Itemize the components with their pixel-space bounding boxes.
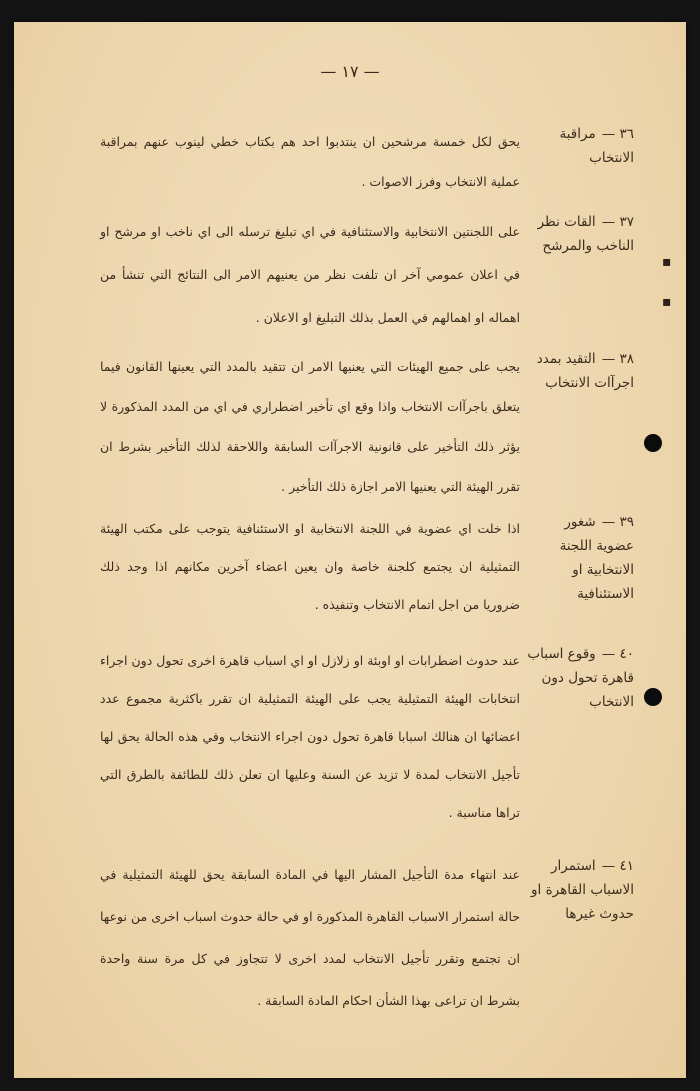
article-number: ٤٠ — (601, 646, 634, 662)
article-title: شغور عضوية اللجنة الانتخابية او الاستئنافية (559, 514, 634, 602)
article-label (526, 854, 634, 926)
article-title: مراقبة الانتخاب (559, 126, 634, 166)
article-number: ٣٧ — (601, 214, 634, 230)
article-label (526, 122, 634, 170)
article-text: يحق لكل خمسة مرشحين ان ينتدبوا احد هم بكتاب خطي لينوب عنهم بمراقبة عملية الانتخاب وفرز الاصوات . (100, 134, 520, 189)
article-title: التقيد بمدد اجرآات الانتخاب (536, 351, 634, 391)
page-number: — ١٧ — (320, 62, 380, 81)
article-text: عند حدوث اضطرابات او اوبئة او زلازل او اي اسباب قاهرة اخرى تحول دون اجراء انتخابات الهيئة التمثيلية يجب على الهيئة التمثيلية ان تقرر باكثرية مجموع عدد اعضائها ان هنالك اسبابا قاهرة تحول دون اجراء الانتخاب وفي هذه الحالة يحق لها تأجيل الانتخاب لمدة لا تزيد عن السنة وعليها ان تعلن ذلك للطائفة بالطرق التي تراها مناسبة . (100, 653, 520, 820)
punch-hole (644, 688, 662, 706)
article-title: القات نظر الناخب والمرشح (537, 214, 634, 254)
article-number: ٣٨ — (601, 351, 634, 367)
article-title: وقوع اسباب قاهرة تحول دون الانتخاب (527, 646, 634, 710)
article-text: على اللجنتين الانتخابية والاستئنافية في اي تبليغ ترسله الى اي ناخب او مرشح او في اعلان عمومي آخر ان تلفت نظر من يعنيهم الامر الى النتائج التي تنشأ من اهماله او اهمالهم في العمل بذلك التبليغ او الاعلان . (100, 224, 520, 325)
article-text: عند انتهاء مدة التأجيل المشار اليها في المادة السابقة يحق للهيئة التمثيلية في حالة استمرار الاسباب القاهرة المذكورة او في حالة حدوث اسباب اخرى من نوعها ان تجتمع وتقرر تأجيل الانتخاب لمدد اخرى لا تتجاوز في كل مرة سنة واحدة بشرط ان تراعى بهذا الشأن احكام المادة السابقة . (100, 867, 520, 1008)
article-number: ٤١ — (601, 858, 634, 874)
article-label (526, 347, 634, 395)
ink-mark: ▪ (662, 294, 672, 310)
article-label (526, 510, 634, 606)
article-title: استمرار الاسباب القاهرة او حدوث غيرها (531, 858, 634, 922)
article-label (526, 210, 634, 258)
article-number: ٣٩ — (601, 514, 634, 530)
article-number: ٣٦ — (601, 126, 634, 142)
ink-mark: ▪ (662, 254, 672, 270)
punch-hole (644, 434, 662, 452)
article-label (526, 642, 634, 714)
article-text: اذا خلت اي عضوية في اللجنة الانتخابية او الاستئنافية يتوجب على مكتب الهيئة التمثيلية ان يجتمع كلجنة خاصة وان يعين اعضاء آخرين مكانهم اذا وجد ذلك ضروريا من اجل اتمام الانتخاب وتنفيذه . (100, 521, 520, 612)
article-text: يجب على جميع الهيئات التي يعنيها الامر ان تتقيد بالمدد التي يعينها القانون فيما يتعلق باجرآات الانتخاب واذا وقع اي تأخير اضطراري في اي من المدد المذكورة لا يؤثر ذلك التأخير على قانونية الاجرآات السابقة واللاحقة لذلك التأخير بشرط ان تقرر الهيئة التي يعنيها الامر اجازة ذلك التأخير . (100, 359, 520, 494)
document-page (14, 22, 686, 1078)
